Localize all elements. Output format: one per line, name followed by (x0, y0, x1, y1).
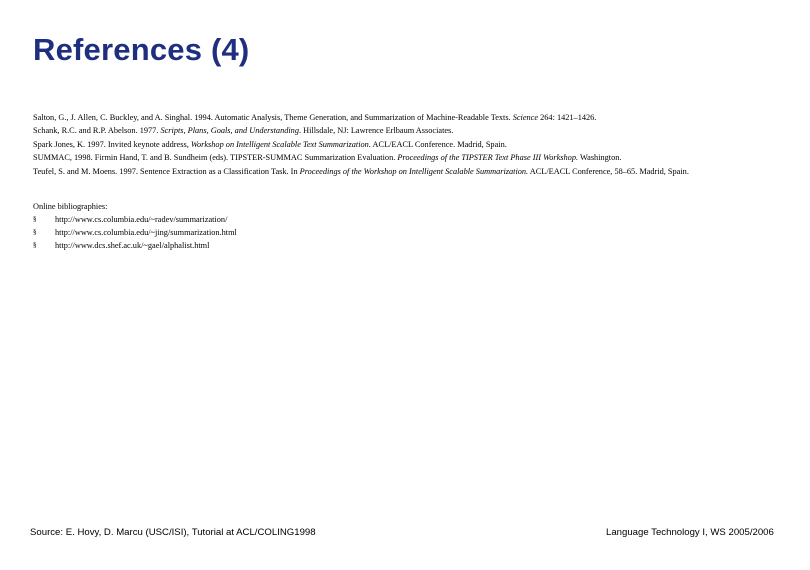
reference-text: Schank, R.C. and R.P. Abelson. 1977. (33, 126, 161, 136)
link-item (33, 226, 237, 239)
reference-item (33, 165, 793, 178)
reference-italic: Proceedings of the Workshop on Intelligent Scalable Summarization. (299, 166, 529, 176)
reference-text: Salton, G., J. Allen, C. Buckley, and A. Singhal. 1994. Automatic Analysis, Theme Generation, and Summarization of Machine-Readable Texts. (33, 113, 513, 122)
reference-italic: Science (512, 113, 539, 122)
bibliography-link[interactable]: http://www.dcs.shef.ac.uk/~gael/alphalist.html (55, 241, 210, 250)
bullet-icon: § (33, 215, 37, 223)
reference-item (33, 138, 793, 151)
reference-text: Teufel, S. and M. Moens. 1997. Sentence Extraction as a Classification Task. In (33, 166, 300, 176)
slide-title: References (4) (33, 32, 250, 67)
link-item (33, 239, 237, 252)
reference-text: Spark Jones, K. 1997. Invited keynote address, (33, 139, 191, 149)
reference-text: ACL/EACL Conference. Madrid, Spain. (370, 139, 507, 149)
bullet-icon: § (33, 241, 37, 249)
bullet-icon: § (33, 228, 37, 236)
link-list (33, 213, 237, 252)
reference-item (33, 111, 793, 124)
reference-item (33, 151, 793, 164)
reference-text: . Hillsdale, NJ: Lawrence Erlbaum Associates. (298, 126, 454, 136)
bibliography-link[interactable]: http://www.cs.columbia.edu/~radev/summarization/ (55, 215, 228, 224)
reference-list (33, 111, 793, 178)
footer-course: Language Technology I, WS 2005/2006 (606, 527, 774, 538)
reference-italic: Proceedings of the TIPSTER Text Phase III Workshop. (397, 153, 579, 163)
link-item (33, 213, 237, 226)
footer-source: Source: E. Hovy, D. Marcu (USC/ISI), Tutorial at ACL/COLING1998 (30, 527, 316, 538)
reference-text: ACL/EACL Conference, 58–65. Madrid, Spain. (528, 166, 689, 176)
reference-text: SUMMAC, 1998. Firmin Hand, T. and B. Sundheim (eds). TIPSTER-SUMMAC Summarization Evaluation. (33, 153, 398, 163)
online-bibliographies (33, 200, 237, 252)
reference-text: 264: 1421–1426. (538, 113, 597, 122)
online-bibliographies-heading: Online bibliographies: (33, 202, 108, 211)
reference-italic: Workshop on Intelligent Scalable Text Summarization. (190, 139, 371, 149)
bibliography-link[interactable]: http://www.cs.columbia.edu/~jing/summarization.html (55, 228, 237, 237)
reference-text: Washington. (578, 153, 622, 163)
reference-item (33, 124, 793, 137)
reference-italic: Scripts, Plans, Goals, and Understanding (160, 126, 299, 136)
